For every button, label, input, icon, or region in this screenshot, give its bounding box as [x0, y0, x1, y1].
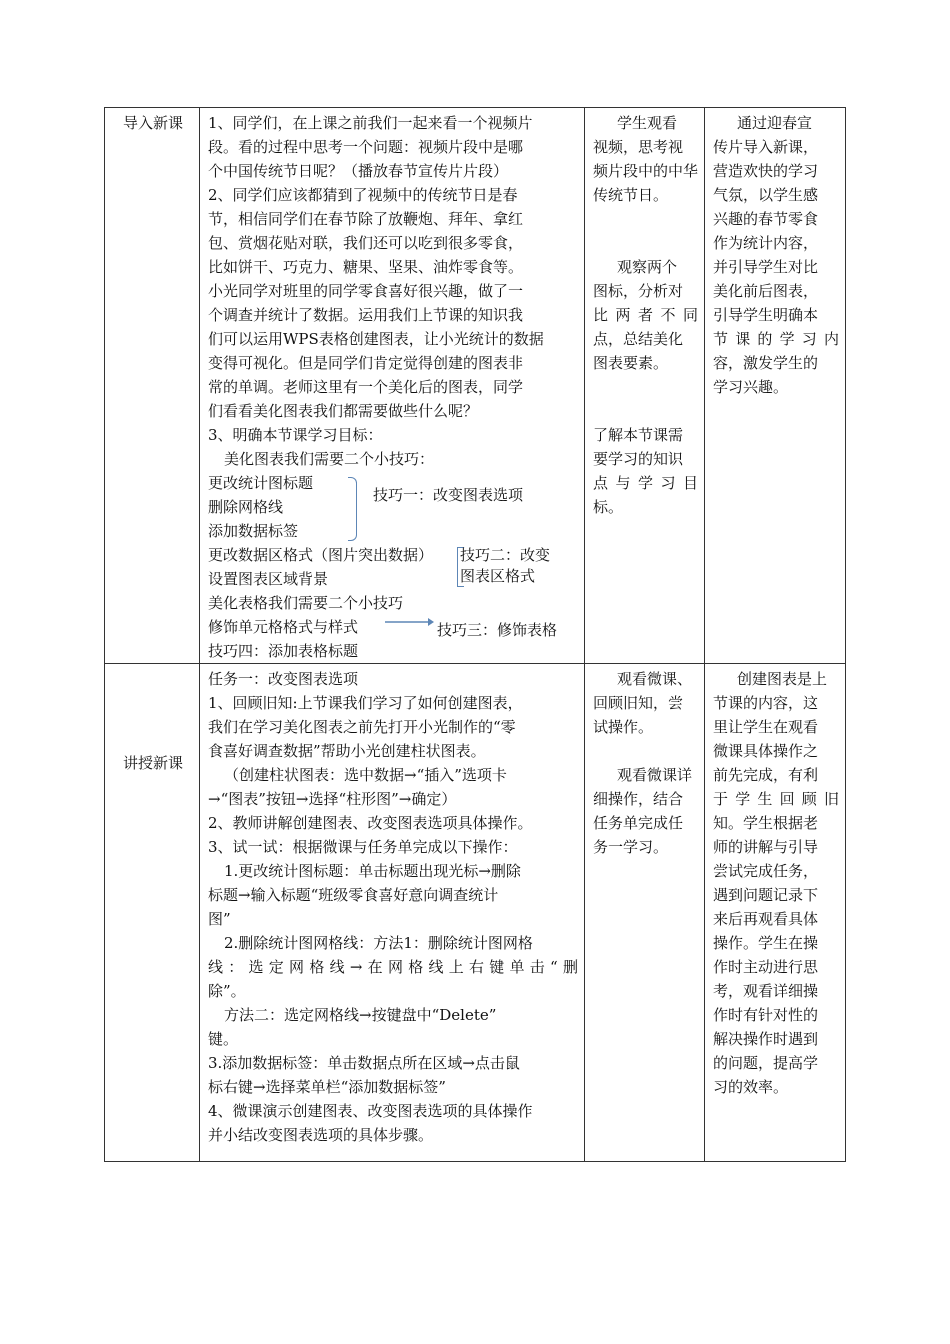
- intent-line: 营造欢快的学习: [713, 162, 819, 180]
- skill-item: 删除网格线: [208, 498, 284, 516]
- content-line: 标右键→选择菜单栏“添加数据标签”: [208, 1078, 446, 1096]
- student-line: 务一学习。: [593, 838, 669, 856]
- content-line: 3、明确本节课学习目标：: [208, 426, 383, 444]
- stage-label: 导入新课: [105, 108, 200, 664]
- intent-line: 于学生回顾旧: [713, 790, 840, 808]
- student-line: 图表要素。: [593, 354, 669, 372]
- student-line: 任务单完成任: [593, 814, 684, 832]
- content-line: 个调查并统计了数据。运用我们上节课的知识我: [208, 306, 524, 324]
- intent-line: 来后再观看具体: [713, 910, 819, 928]
- spacer: [593, 207, 698, 231]
- row-teaching: [105, 664, 846, 1162]
- intent-line: 节课的内容，这: [713, 694, 819, 712]
- skill-tip: 技巧一：改变图表选项: [373, 486, 524, 504]
- content-line: 个中国传统节日呢？（播放春节宣传片片段）: [208, 162, 509, 180]
- intent-line: 传片导入新课，: [713, 138, 819, 156]
- content-line: 方法二：选定网格线→按键盘中“Delete”: [224, 1006, 497, 1024]
- spacer: [593, 739, 698, 763]
- skill-tip: 技巧三：修饰表格: [437, 621, 558, 639]
- intent-line: 容，激发学生的: [713, 354, 819, 372]
- content-line: 3.添加数据标签：单击数据点所在区域→点击鼠: [208, 1054, 520, 1072]
- skill-item: 修饰单元格格式与样式: [208, 618, 359, 636]
- intent-line: 气氛，以学生感: [713, 186, 819, 204]
- spacer: [593, 375, 698, 399]
- student-line: 频片段中的中华: [593, 162, 699, 180]
- content-line: 常的单调。老师这里有一个美化后的图表，同学: [208, 378, 524, 396]
- intent-line: 微课具体操作之: [713, 742, 819, 760]
- skill-item: 更改统计图标题: [208, 474, 314, 492]
- content-line: 4、微课演示创建图表、改变图表选项的具体操作: [208, 1102, 533, 1120]
- skill-item: 设置图表区域背景: [208, 570, 329, 588]
- intent-line: 知。学生根据老: [713, 814, 819, 832]
- content-line: 节，相信同学们在春节除了放鞭炮、拜年、拿红: [208, 210, 524, 228]
- student-line: 点与学习目: [593, 474, 699, 492]
- design-intent: [705, 108, 846, 664]
- skill-item: 美化表格我们需要二个小技巧: [208, 594, 404, 612]
- student-line: 标。: [593, 498, 624, 516]
- student-line: 视频，思考视: [593, 138, 684, 156]
- student-line: 了解本节课需: [593, 426, 684, 444]
- intent-line: 并引导学生对比: [713, 258, 819, 276]
- row-intro: [105, 108, 846, 664]
- content-line: 3、试一试：根据微课与任务单完成以下操作：: [208, 838, 518, 856]
- intent-line: 师的讲解与引导: [713, 838, 819, 856]
- intent-line: 节课的学习内: [713, 330, 840, 348]
- intent-line: 创建图表是上: [737, 670, 828, 688]
- right-brace-icon: [348, 477, 357, 541]
- content-line: 2.删除统计图网格线：方法1：删除统计图网格: [224, 934, 533, 952]
- content-line: 段。看的过程中思考一个问题：视频片段中是哪: [208, 138, 524, 156]
- content-line: 包、赏烟花贴对联，我们还可以吃到很多零食，: [208, 234, 524, 252]
- intent-line: 兴趣的春节零食: [713, 210, 819, 228]
- intent-line: 的问题，提高学: [713, 1054, 819, 1072]
- intent-line: 里让学生在观看: [713, 718, 819, 736]
- student-line: 观察两个: [617, 258, 678, 276]
- content-line: 变得可视化。但是同学们肯定觉得创建的图表非: [208, 354, 524, 372]
- teaching-content: [200, 664, 585, 1162]
- content-line: 2、教师讲解创建图表、改变图表选项具体操作。: [208, 814, 533, 832]
- content-line: 们可以运用WPS表格创建图表，让小光统计的数据: [208, 330, 544, 348]
- intent-line: 解决操作时遇到: [713, 1030, 819, 1048]
- skill-item: 更改数据区格式（图片突出数据）: [208, 546, 434, 564]
- skill-tip: 图表区格式: [460, 567, 536, 585]
- content-line: 小光同学对班里的同学零食喜好很兴趣，做了一: [208, 282, 524, 300]
- content-line: （创建柱状图表：选中数据→“插入”选项卡: [224, 766, 507, 784]
- intent-line: 通过迎春宣: [737, 114, 813, 132]
- content-line: 2、同学们应该都猜到了视频中的传统节日是春: [208, 186, 518, 204]
- skill-item: 添加数据标签: [208, 522, 299, 540]
- student-line: 观看微课详: [617, 766, 693, 784]
- intent-line: 遇到问题记录下: [713, 886, 819, 904]
- student-line: 要学习的知识: [593, 450, 684, 468]
- student-line: 试操作。: [593, 718, 654, 736]
- content-line: 比如饼干、巧克力、糖果、坚果、油炸零食等。: [208, 258, 524, 276]
- content-line: 们看看美化图表我们都需要做些什么呢？: [208, 402, 479, 420]
- intent-line: 尝试完成任务，: [713, 862, 819, 880]
- content-line: →“图表”按钮→选择“柱形图”→确定）: [208, 790, 457, 808]
- student-line: 比两者不同: [593, 306, 699, 324]
- skill-tip: 技巧二：改变: [460, 546, 551, 564]
- intent-line: 前先完成，有利: [713, 766, 819, 784]
- content-line: 键。: [208, 1030, 239, 1048]
- student-line: 点，总结美化: [593, 330, 684, 348]
- content-line: 1、回顾旧知:上节课我们学习了如何创建图表，: [208, 694, 523, 712]
- intent-line: 作时有针对性的: [713, 1006, 819, 1024]
- student-line: 传统节日。: [593, 186, 669, 204]
- content-line: 1、同学们，在上课之前我们一起来看一个视频片: [208, 114, 533, 132]
- intent-line: 操作。学生在操: [713, 934, 819, 952]
- content-line: 除”。: [208, 982, 246, 1000]
- content-line: 图”: [208, 910, 231, 928]
- content-line: 食喜好调查数据”帮助小光创建柱状图表。: [208, 742, 486, 760]
- student-line: 学生观看: [617, 114, 678, 132]
- design-intent: [705, 664, 846, 1162]
- content-line: 并小结改变图表选项的具体步骤。: [208, 1126, 434, 1144]
- skill-tip: 技巧四：添加表格标题: [208, 642, 359, 660]
- content-line: 我们在学习美化图表之前先打开小光制作的“零: [208, 718, 516, 736]
- student-line: 细操作，结合: [593, 790, 684, 808]
- content-line: 任务一：改变图表选项: [208, 670, 359, 688]
- student-activity: [585, 664, 705, 1162]
- skills-diagram: [208, 471, 578, 663]
- spacer: [593, 399, 698, 423]
- content-line: 美化图表我们需要二个小技巧：: [224, 450, 435, 468]
- stage-label-cell: [105, 664, 200, 1162]
- right-arrow-icon: [384, 616, 434, 628]
- teaching-content: [200, 108, 585, 664]
- intent-line: 美化前后图表，: [713, 282, 819, 300]
- intent-line: 作时主动进行思: [713, 958, 819, 976]
- lesson-plan-table: [104, 107, 846, 1162]
- intent-line: 考，观看详细操: [713, 982, 819, 1000]
- student-line: 观看微课、: [617, 670, 693, 688]
- intent-line: 引导学生明确本: [713, 306, 819, 324]
- student-line: 回顾旧知，尝: [593, 694, 684, 712]
- content-line: 标题→输入标题“班级零食喜好意向调查统计: [208, 886, 499, 904]
- content-line: 1.更改统计图标题：单击标题出现光标→删除: [224, 862, 521, 880]
- intent-line: 学习兴趣。: [713, 378, 789, 396]
- stage-label: 讲授新课: [122, 754, 183, 772]
- content-line: 线：选定网格线→在网格线上右键单击“删: [208, 958, 578, 976]
- student-line: 图标，分析对: [593, 282, 684, 300]
- student-activity: [585, 108, 705, 664]
- spacer: [593, 231, 698, 255]
- intent-line: 作为统计内容，: [713, 234, 819, 252]
- intent-line: 习的效率。: [713, 1078, 789, 1096]
